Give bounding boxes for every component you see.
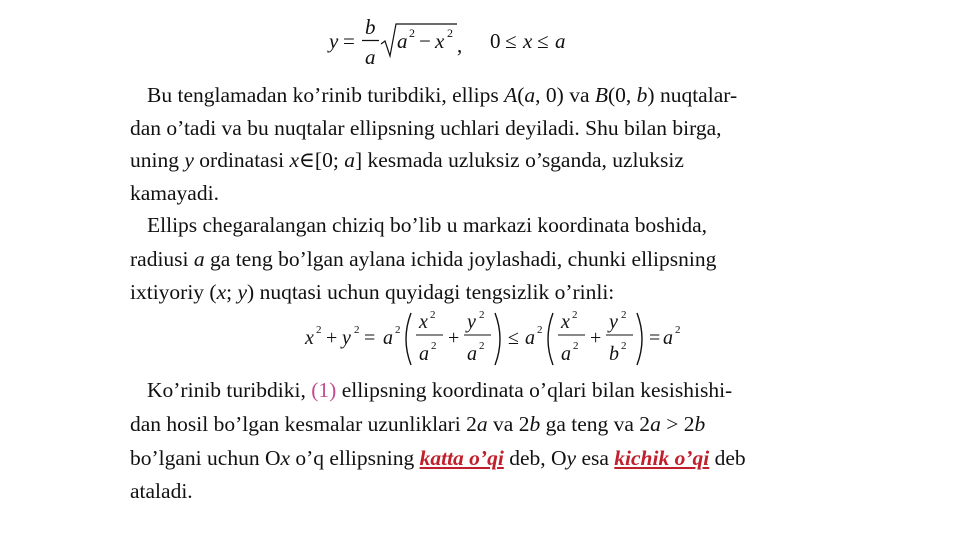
text-run: ) nuqtalar- — [647, 83, 738, 107]
text-run: b — [529, 412, 541, 436]
text-run: > 2 — [660, 412, 695, 436]
text-run: kamayadi. — [130, 181, 219, 205]
text-run: dan o’tadi va bu nuqtalar ellipsning uchlari deyiladi. Shu bilan birga, — [130, 116, 722, 140]
left-paren — [548, 313, 553, 365]
left-paren — [406, 313, 411, 365]
formula-a-range: a — [555, 29, 566, 53]
text-run: uning — [130, 148, 185, 172]
mid-x: x — [305, 327, 314, 349]
formula-denominator: a — [365, 45, 376, 69]
text-run: Bu tenglamadan ko’rinib turibdiki, ellips — [147, 83, 505, 107]
text-run: x — [289, 148, 299, 172]
mid-y: y — [342, 327, 351, 349]
paragraph-1-line-3 — [130, 147, 684, 173]
formula-zero: 0 — [490, 29, 501, 53]
text-run: a — [344, 148, 355, 172]
mid-equals: = — [364, 327, 376, 349]
text-run: b — [636, 83, 648, 107]
text-run: a — [476, 412, 488, 436]
mid-exp: 2 — [316, 324, 322, 336]
frac-1-num: x — [419, 311, 428, 333]
text-run: ∈[0; — [299, 148, 345, 172]
text-run: esa — [576, 446, 615, 470]
mid-exp: 2 — [621, 309, 627, 321]
paragraph-1-line-1 — [147, 82, 737, 108]
text-run: deb, O — [503, 446, 567, 470]
formula-numerator: b — [365, 15, 376, 39]
text-run: radiusi — [130, 247, 194, 271]
text-run: x — [280, 446, 291, 470]
frac-4-den: b — [609, 343, 619, 365]
text-run: y — [566, 446, 577, 470]
text-run: ixtiyoriy ( — [130, 280, 217, 304]
mid-a: a — [663, 327, 673, 349]
frac-4-num: y — [609, 311, 618, 333]
mid-exp: 2 — [431, 340, 437, 352]
text-run: a — [193, 247, 205, 271]
equation-reference[interactable]: (1) — [311, 378, 337, 402]
mid-exp: 2 — [675, 324, 681, 336]
text-run: y — [184, 148, 194, 172]
paragraph-2-line-2 — [130, 246, 716, 272]
formula-minus: − — [419, 29, 431, 53]
text-run: ; — [226, 280, 238, 304]
mid-exp: 2 — [479, 340, 485, 352]
text-run: ga teng va 2 — [540, 412, 651, 436]
paragraph-2-line-3 — [130, 279, 614, 305]
right-paren — [495, 313, 500, 365]
ellipse-upper-half-formula — [325, 14, 575, 70]
paragraph-1-line-2 — [130, 115, 722, 141]
text-run: Ko’rinib turibdiki, — [147, 378, 312, 402]
mid-exp: 2 — [479, 309, 485, 321]
paragraph-3-line-3 — [130, 445, 746, 471]
mid-exp: 2 — [430, 309, 436, 321]
mid-a: a — [525, 327, 535, 349]
mid-a: a — [383, 327, 393, 349]
text-run: o’q ellipsning — [290, 446, 420, 470]
text-run: , 0) va — [535, 83, 595, 107]
text-run: ataladi. — [130, 479, 193, 503]
text-run: ] kesmada uzluksiz o’sganda, uzluksiz — [354, 148, 684, 172]
mid-exp: 2 — [537, 324, 543, 336]
text-run: ( — [517, 83, 525, 107]
major-axis-term: katta o’qi — [419, 446, 504, 470]
paragraph-1-line-4 — [130, 180, 219, 206]
formula-leq-1: ≤ — [505, 29, 517, 53]
right-paren — [637, 313, 642, 365]
mid-plus: + — [448, 327, 460, 349]
formula-leq-2: ≤ — [537, 29, 549, 53]
mid-exp: 2 — [395, 324, 401, 336]
formula-comma: , — [457, 33, 463, 57]
formula-a: a — [397, 29, 408, 53]
text-run: a — [524, 83, 536, 107]
mid-exp: 2 — [354, 324, 360, 336]
ellipse-inequality-formula — [303, 308, 681, 370]
text-run: Ellips chegaralangan chiziq bo’lib u markazi koordinata boshida, — [147, 213, 708, 237]
frac-2-den: a — [467, 343, 477, 365]
mid-plus: + — [326, 327, 338, 349]
mid-exp: 2 — [621, 340, 627, 352]
text-run: A — [504, 83, 518, 107]
text-run: B — [594, 83, 608, 107]
frac-1-den: a — [419, 343, 429, 365]
paragraph-3-line-4 — [130, 478, 193, 504]
mid-leq: ≤ — [508, 327, 519, 349]
frac-3-den: a — [561, 343, 571, 365]
text-run: x — [216, 280, 227, 304]
mid-equals: = — [649, 327, 661, 349]
text-run: bo’lgani uchun O — [130, 446, 281, 470]
formula-x-range: x — [523, 29, 533, 53]
formula-equals: = — [343, 29, 355, 53]
paragraph-3-line-2 — [130, 411, 705, 437]
text-run: ellipsning koordinata o’qlari bilan kesishishi- — [336, 378, 733, 402]
text-run: ga teng bo’lgan aylana ichida joylashadi, chunki ellipsning — [204, 247, 717, 271]
text-run: a — [650, 412, 661, 436]
text-run: va 2 — [487, 412, 530, 436]
mid-exp: 2 — [573, 340, 579, 352]
text-run: ordinatasi — [193, 148, 290, 172]
mid-plus: + — [590, 327, 602, 349]
formula-exp-1: 2 — [409, 26, 415, 40]
formula-exp-2: 2 — [447, 26, 453, 40]
text-run: dan hosil bo’lgan kesmalar uzunliklari 2 — [130, 412, 477, 436]
minor-axis-term: kichik o’qi — [614, 446, 710, 470]
paragraph-2-line-1 — [147, 212, 707, 238]
text-run: y — [237, 280, 248, 304]
mid-exp: 2 — [572, 309, 578, 321]
text-run: deb — [709, 446, 746, 470]
text-run: b — [694, 412, 706, 436]
formula-x: x — [435, 29, 445, 53]
paragraph-3-line-1 — [147, 377, 732, 403]
frac-3-num: x — [561, 311, 570, 333]
frac-2-num: y — [467, 311, 476, 333]
formula-y: y — [329, 29, 339, 53]
text-run: ) nuqtasi uchun quyidagi tengsizlik o’rinli: — [247, 280, 615, 304]
text-run: (0, — [608, 83, 637, 107]
